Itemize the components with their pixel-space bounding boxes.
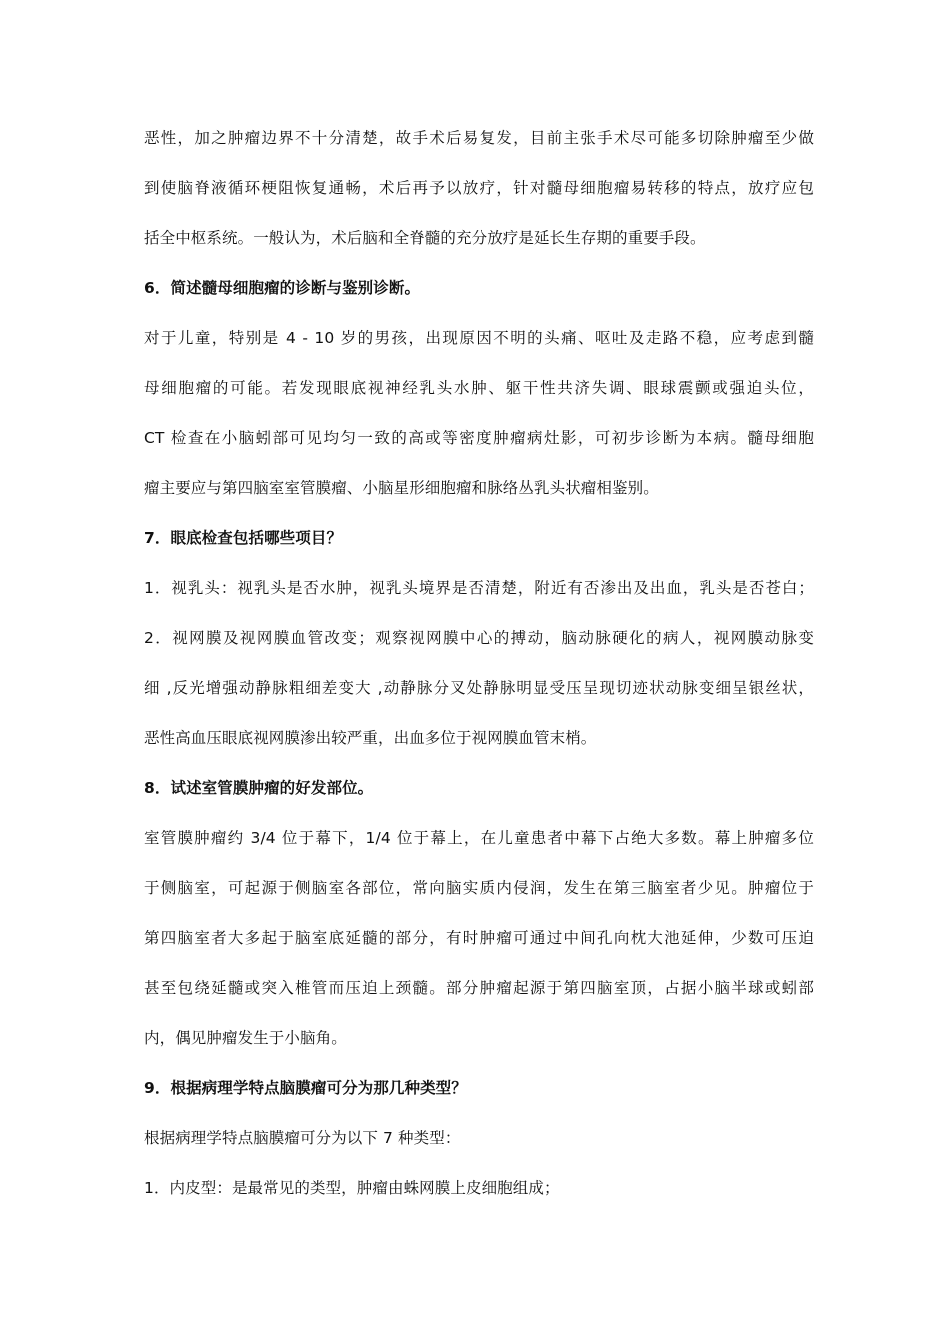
list-item-line: 1．内皮型：是最常见的类型，肿瘤由蛛网膜上皮细胞组成； [144,1179,560,1197]
paragraph-line: 细 ,反光增强动静脉粗细差变大 ,动静脉分叉处静脉明显受压呈现切迹状动脉变细呈银丝状， [144,679,814,697]
list-item-line: 1．视乳头：视乳头是否水肿，视乳头境界是否清楚，附近有否渗出及出血，乳头是否苍白； [144,579,814,597]
list-item-line: 2．视网膜及视网膜血管改变；观察视网膜中心的搏动，脑动脉硬化的病人，视网膜动脉变 [144,629,814,647]
paragraph-line: 瘤主要应与第四脑室室管膜瘤、小脑星形细胞瘤和脉络丛乳头状瘤相鉴别。 [144,479,659,497]
paragraph-line: 根据病理学特点脑膜瘤可分为以下 7 种类型： [144,1129,461,1147]
paragraph-line: 对于儿童，特别是 4 - 10 岁的男孩，出现原因不明的头痛、呕吐及走路不稳，应考虑到髓 [144,329,814,347]
question-heading: 9．根据病理学特点脑膜瘤可分为那几种类型？ [144,1079,467,1097]
paragraph-line: 到使脑脊液循环梗阻恢复通畅，术后再予以放疗，针对髓母细胞瘤易转移的特点，放疗应包 [144,179,814,197]
paragraph-line: 恶性，加之肿瘤边界不十分清楚，故手术后易复发，目前主张手术尽可能多切除肿瘤至少做 [144,129,814,147]
paragraph-line: 于侧脑室，可起源于侧脑室各部位，常向脑实质内侵润，发生在第三脑室者少见。肿瘤位于 [144,879,814,897]
paragraph-line: 内，偶见肿瘤发生于小脑角。 [144,1029,347,1047]
paragraph-line: 第四脑室者大多起于脑室底延髓的部分，有时肿瘤可通过中间孔向枕大池延伸，少数可压迫 [144,929,814,947]
paragraph-line: 括全中枢系统。一般认为，术后脑和全脊髓的充分放疗是延长生存期的重要手段。 [144,229,706,247]
document-body [144,120,814,1220]
paragraph-line: 甚至包绕延髓或突入椎管而压迫上颈髓。部分肿瘤起源于第四脑室顶，占据小脑半球或蚓部 [144,979,814,997]
paragraph-line: 恶性高血压眼底视网膜渗出较严重，出血多位于视网膜血管末梢。 [144,729,597,747]
question-heading: 8．试述室管膜肿瘤的好发部位。 [144,779,374,797]
paragraph-line: CT 检查在小脑蚓部可见均匀一致的高或等密度肿瘤病灶影，可初步诊断为本病。髓母细胞 [144,429,814,447]
paragraph-line: 母细胞瘤的可能。若发现眼底视神经乳头水肿、躯干性共济失调、眼球震颤或强迫头位， [144,379,814,397]
question-heading: 7．眼底检查包括哪些项目？ [144,529,343,547]
paragraph-line: 室管膜肿瘤约 3/4 位于幕下，1/4 位于幕上，在儿童患者中幕下占绝大多数。幕上肿瘤多位 [144,829,814,847]
question-heading: 6．简述髓母细胞瘤的诊断与鉴别诊断。 [144,279,421,297]
